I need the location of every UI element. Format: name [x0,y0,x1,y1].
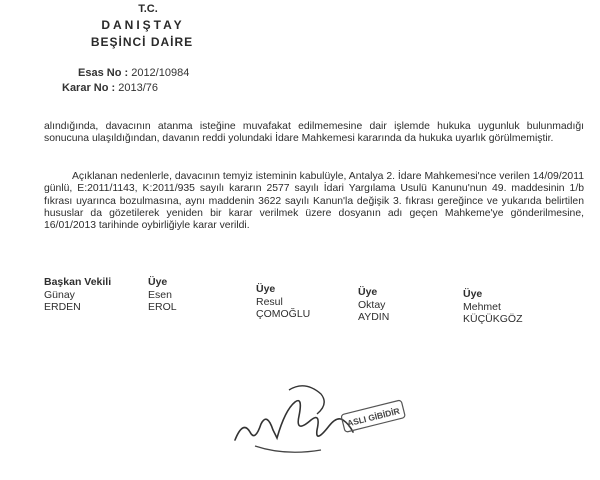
judge-role: Üye [256,283,276,295]
judge-3 [256,283,310,321]
signature-stamp-graphic [225,360,425,470]
esas-label: Esas No : [78,67,129,79]
header-tc: T.C. [138,3,158,15]
judge-first-name: Oktay [358,298,386,311]
decision-paragraph-1 [44,121,584,146]
signature-icon [235,401,353,440]
judge-5 [463,288,523,326]
judge-2 [148,276,177,314]
judge-last-name: ÇOMOĞLU [256,308,311,320]
judge-last-name: ERDEN [44,301,81,313]
judge-first-name: Mehmet [463,300,501,313]
judge-role: Üye [358,286,378,298]
header-chamber: BEŞİNCİ DAİRE [90,35,194,49]
paragraph-1-text: alındığında, davacının atanma isteğine muvafakat edilmemesine dair işlemde hukuka uygunluk bulunmadığı sonucuna ulaşıldığından, davanın reddi yolundaki İdare Mahkemesi kararında da hukuka uyarlık görülmemiştir. [44,121,584,145]
judge-last-name: EROL [148,301,177,313]
judge-first-name: Esen [148,288,172,301]
judge-role: Başkan Vekili [44,276,112,288]
judge-first-name: Günay [44,288,75,301]
karar-label: Karar No : [62,82,116,94]
judge-role: Üye [148,276,168,288]
judge-last-name: AYDIN [358,311,390,323]
esas-number [78,67,189,79]
karar-number [62,82,158,94]
judge-role: Üye [463,288,483,300]
karar-value: 2013/76 [118,82,159,94]
decision-paragraph-2 [44,171,584,232]
header-court-name: DANIŞTAY [101,18,185,32]
paragraph-2-text: Açıklanan nedenlerle, davacının temyiz isteminin kabulüyle, Antalya 2. İdare Mahkemesi'nce verilen 14/09/2011 günlü, E:2011/1143, K:2011/935 sayılı kararın 2577 sayılı İdari Yargılama Usulü Kanunu'nun 49. maddesinin 1/b fıkrası uyarınca bozulmasına, aynı maddenin 3622 sayılı Kanun'la değişik 3. fıkrası gereğince ve yukarıda belirtilen hususlar da gözetilerek yeniden bir karar verilmek üzere dosyanın adı geçen Mahkeme'ye gönderilmesine, 16/01/2013 tarihinde oybirliğiyle karar verildi. [44,171,584,232]
judge-last-name: KÜÇÜKGÖZ [463,313,523,325]
stamp-text: ASLI GİBİDİR [346,405,401,429]
judge-4 [358,286,389,324]
judge-1 [44,276,111,314]
stamp-icon [341,400,406,432]
esas-value: 2012/10984 [131,67,190,79]
judge-first-name: Resul [256,295,283,308]
